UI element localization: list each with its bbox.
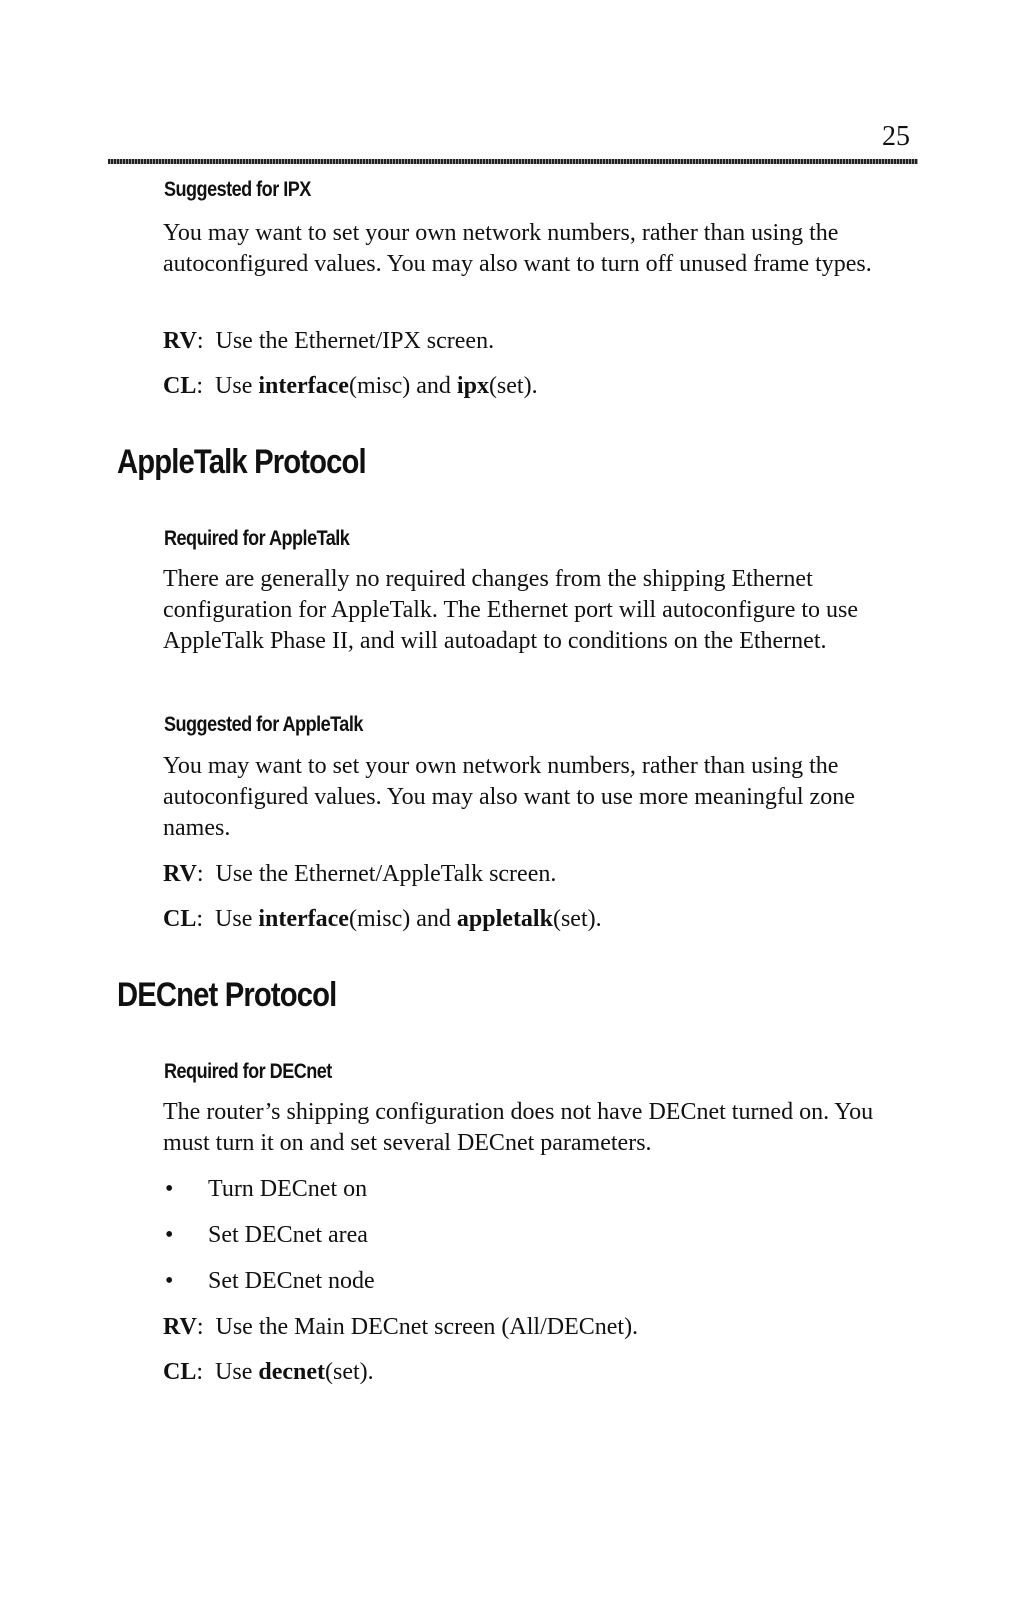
ipx-cl-line: CL: Use interface(misc) and ipx(set).: [163, 373, 538, 399]
bullet-item: Turn DECnet on: [208, 1176, 368, 1202]
required-appletalk-text: There are generally no required changes from the shipping Ethernet configuration for AppleTalk. The Ethernet port will autoconfigure to use AppleTalk Phase II, and will autoadapt to conditions on the Ethernet.: [163, 566, 859, 654]
decnet-rv-line: RV: Use the Main DECnet screen (All/DECnet).: [163, 1314, 639, 1340]
cl-arg: (set).: [488, 373, 538, 399]
page-number: 25: [882, 121, 910, 152]
bullet-item: Set DECnet area: [208, 1222, 368, 1248]
suggested-appletalk-heading: Suggested for AppleTalk: [164, 713, 363, 736]
ipx-rv-line: RV: Use the Ethernet/IPX screen.: [163, 328, 495, 354]
header-rule: [108, 159, 918, 164]
rv-text: Use the Ethernet/IPX screen.: [215, 328, 495, 354]
cl-command-interface: interface: [258, 906, 349, 932]
cl-arg: (set).: [552, 906, 602, 932]
bullet-dot: •: [165, 1268, 174, 1294]
required-decnet-heading: Required for DECnet: [164, 1060, 332, 1083]
rv-label: RV: [163, 328, 197, 354]
cl-label: CL: [163, 1359, 197, 1385]
cl-arg: (set).: [325, 1359, 374, 1385]
suggested-ipx-text: You may want to set your own network numbers, rather than using the autoconfigured values. You may also want to turn off unused frame types.: [163, 220, 872, 277]
decnet-protocol-heading: DECnet Protocol: [117, 976, 337, 1014]
cl-command-appletalk: appletalk: [456, 906, 553, 932]
decnet-cl-line: CL: Use decnet(set).: [163, 1359, 374, 1385]
rv-label: RV: [163, 861, 197, 887]
required-decnet-text: The router’s shipping configuration does not have DECnet turned on. You must turn it on and set several DECnet parameters.: [163, 1099, 874, 1156]
suggested-appletalk-text: You may want to set your own network numbers, rather than using the autoconfigured values. You may also want to use more meaningful zone names.: [163, 753, 855, 841]
cl-use: Use: [215, 906, 253, 932]
cl-arg: (misc) and: [348, 906, 451, 932]
cl-command-ipx: ipx: [456, 373, 489, 399]
cl-command-interface: interface: [258, 373, 349, 399]
rv-label: RV: [163, 1314, 197, 1340]
cl-label: CL: [163, 373, 197, 399]
bullet-dot: •: [165, 1176, 174, 1202]
cl-label: CL: [163, 906, 197, 932]
appletalk-rv-line: RV: Use the Ethernet/AppleTalk screen.: [163, 861, 557, 887]
cl-command-decnet: decnet: [258, 1359, 325, 1385]
appletalk-protocol-heading: AppleTalk Protocol: [117, 443, 366, 481]
cl-use: Use: [215, 373, 253, 399]
appletalk-cl-line: CL: Use interface(misc) and appletalk(set).: [163, 906, 602, 932]
suggested-ipx-heading: Suggested for IPX: [164, 178, 311, 201]
cl-use: Use: [215, 1359, 253, 1385]
bullet-item: Set DECnet node: [208, 1268, 375, 1294]
required-appletalk-heading: Required for AppleTalk: [164, 527, 350, 550]
cl-arg: (misc) and: [348, 373, 451, 399]
bullet-dot: •: [165, 1222, 174, 1248]
rv-text: Use the Main DECnet screen (All/DECnet).: [215, 1314, 639, 1340]
rv-text: Use the Ethernet/AppleTalk screen.: [215, 861, 557, 887]
